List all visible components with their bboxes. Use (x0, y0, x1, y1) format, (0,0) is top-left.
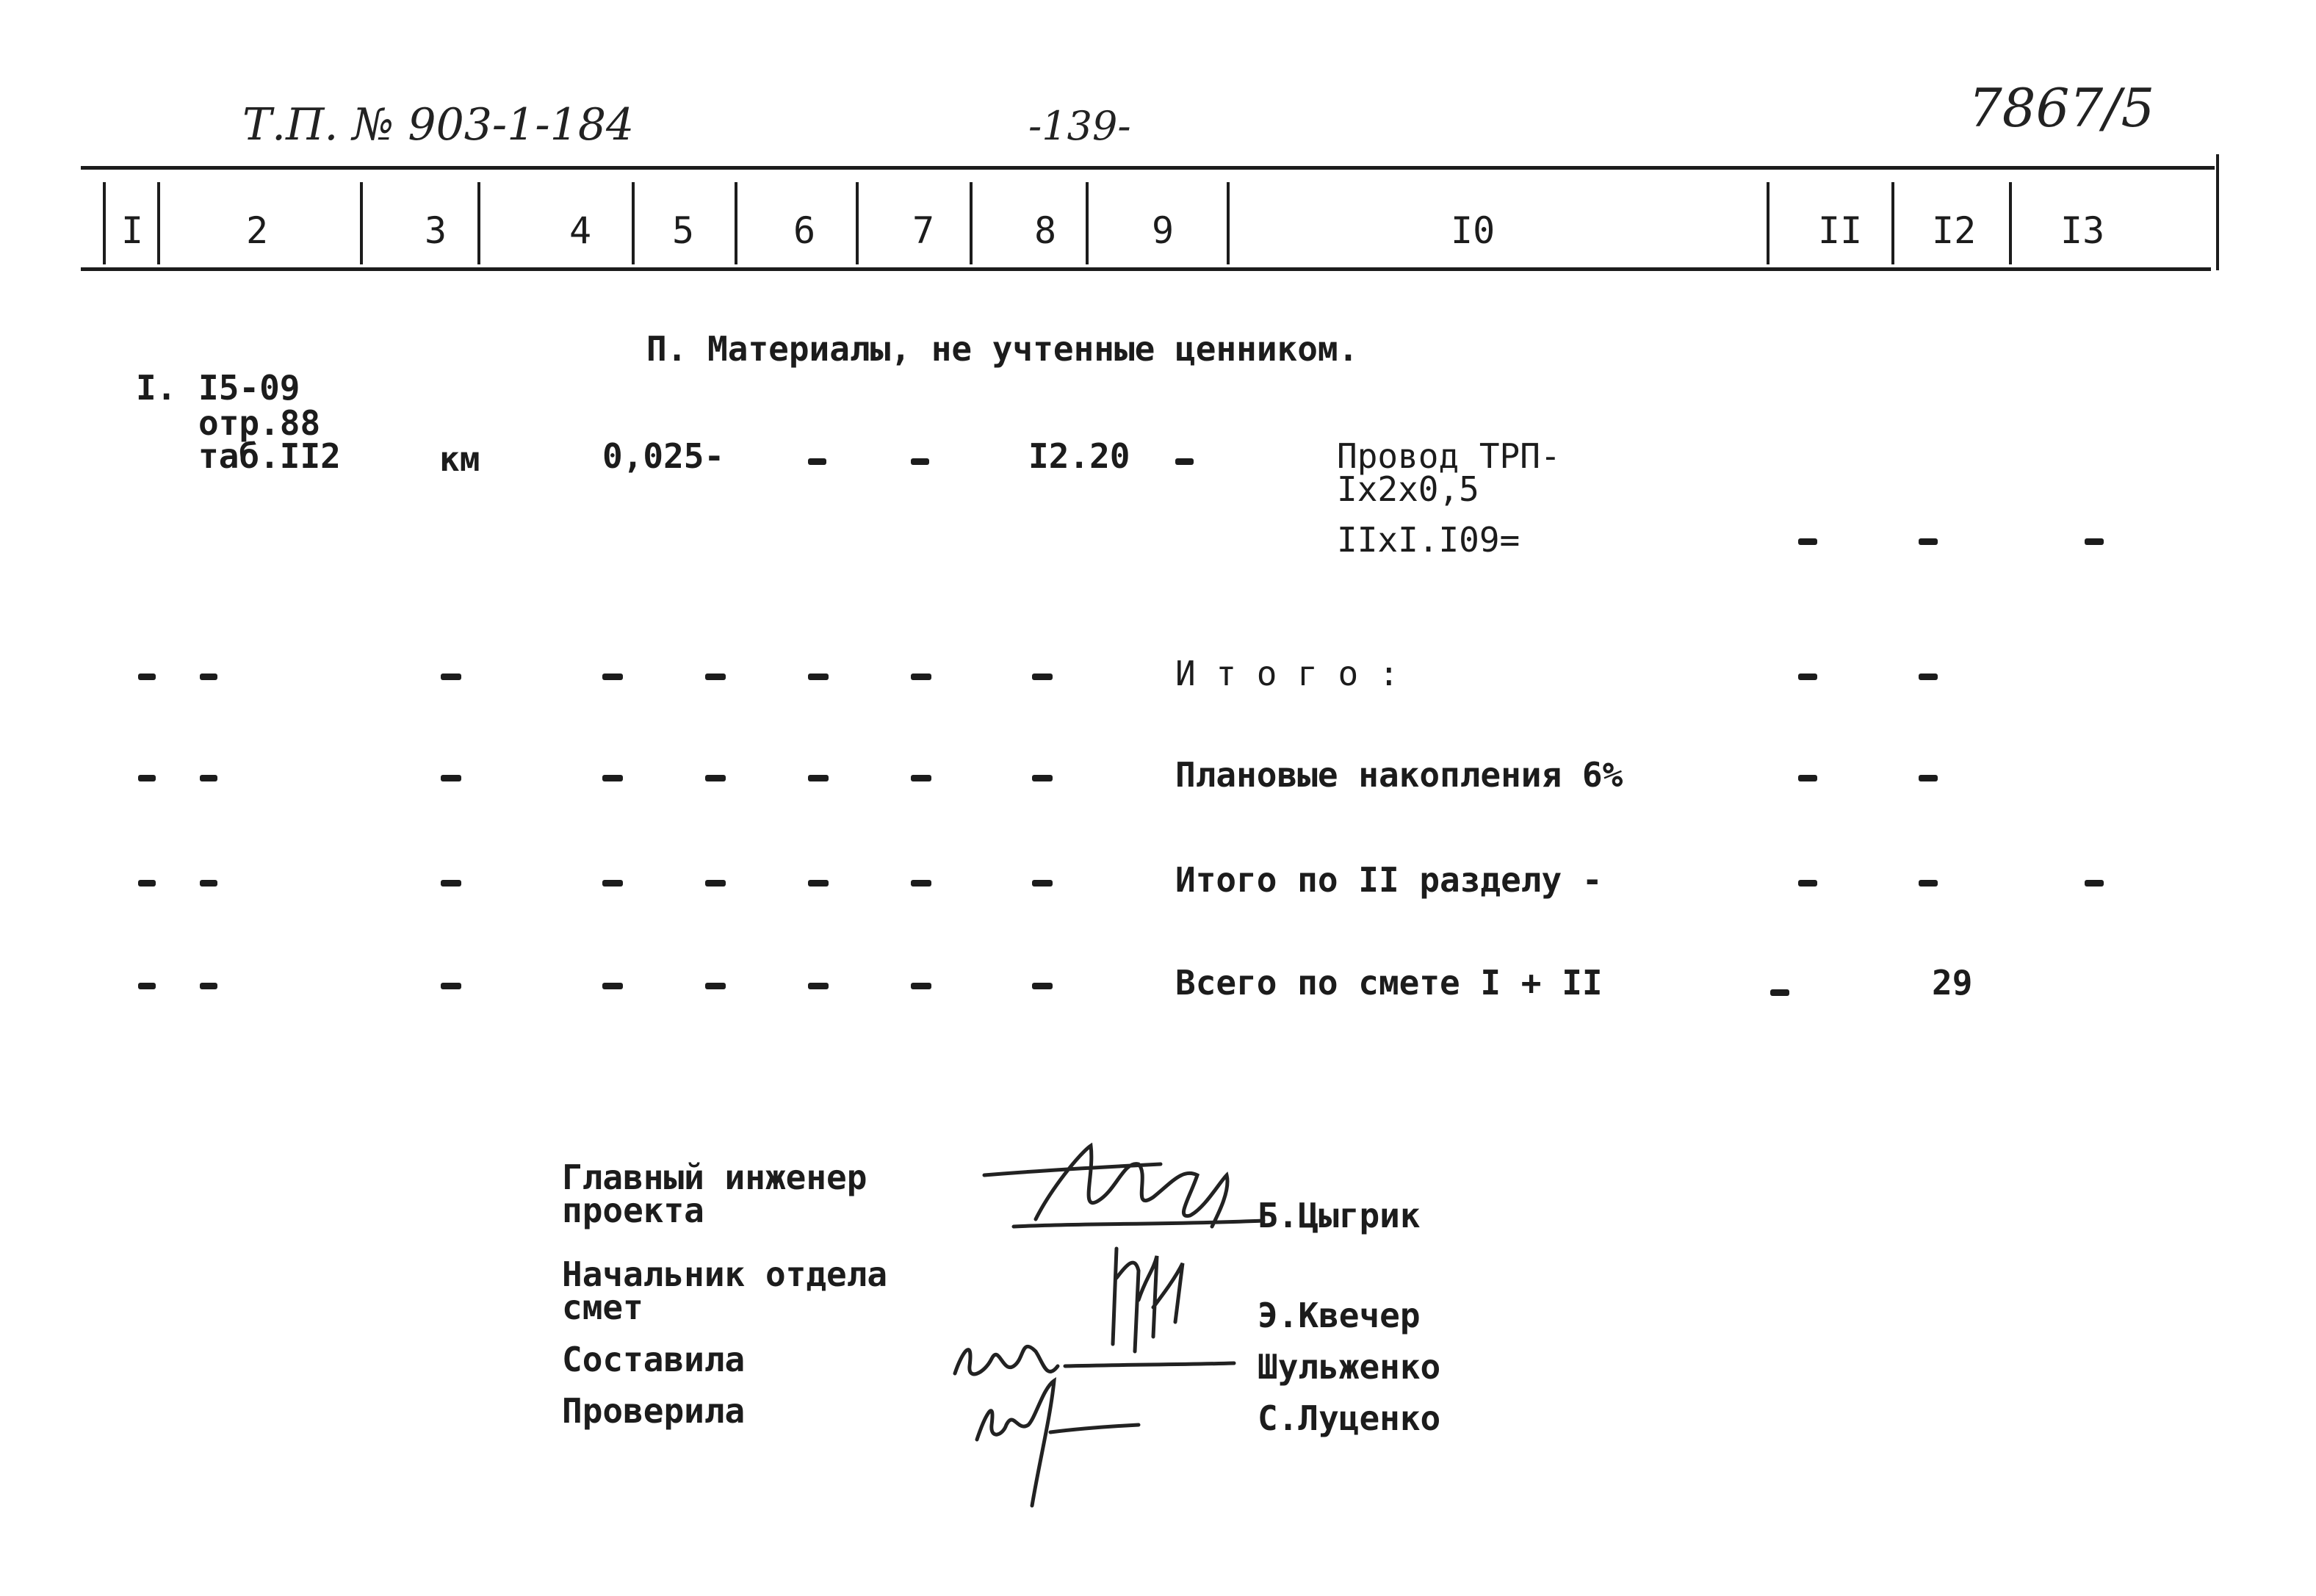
sheet-code: 7867/5 (1969, 77, 2155, 139)
item-col13-dash (2085, 538, 2104, 545)
column-header-7: 7 (912, 209, 935, 252)
item-unit: км (439, 439, 480, 479)
item-description-line-2: Iх2х0,5 (1337, 469, 1479, 509)
signature-name-1: Б.Цыгрик (1258, 1196, 1421, 1235)
page-number: -139- (1028, 103, 1131, 149)
column-header-5: 5 (672, 209, 695, 252)
item-formula: IIхI.I09= (1337, 520, 1520, 560)
item-col11-dash (1798, 538, 1817, 545)
item-col12-dash (1919, 538, 1938, 545)
column-header-11: II (1818, 209, 1863, 252)
column-header-6: 6 (793, 209, 816, 252)
item-price: I2.20 (1028, 436, 1130, 476)
item-reference-line-3: таб.II2 (198, 436, 341, 476)
signature-name-2: Э.Квечер (1258, 1296, 1421, 1335)
column-header-3: 3 (425, 209, 447, 252)
column-header-1: I (121, 209, 144, 252)
item-col7-dash (911, 458, 929, 465)
signature-role-head-of-estimates-2: смет (562, 1288, 643, 1327)
column-header-10: I0 (1451, 209, 1496, 252)
signature-role-chief-engineer-2: проекта (562, 1191, 704, 1230)
item-description-line-1: Провод ТРП- (1337, 436, 1561, 476)
handwritten-signature-4 (962, 1373, 1153, 1516)
item-reference-line-2: отр.88 (198, 403, 321, 443)
table-bottom-rule (81, 267, 2211, 271)
column-header-13: I3 (2060, 209, 2105, 252)
project-number: Т.П. № 903-1-184 (242, 99, 635, 151)
item-col6-dash (808, 458, 826, 465)
summary-section-total-label: Итого по II разделу - (1175, 860, 1603, 900)
section-title: П. Материалы, не учтенные ценником. (646, 329, 1359, 369)
item-col9-dash (1175, 458, 1194, 465)
signature-role-compiled-by: Составила (562, 1340, 746, 1379)
summary-planned-label: Плановые накопления 6% (1175, 755, 1623, 795)
signature-role-checked-by: Проверила (562, 1391, 746, 1431)
column-header-8: 8 (1034, 209, 1057, 252)
signature-role-chief-engineer-1: Главный инженер (562, 1158, 867, 1197)
signature-name-4: С.Луценко (1258, 1398, 1441, 1438)
item-quantity: 0,025- (602, 436, 725, 476)
column-header-4: 4 (569, 209, 592, 252)
summary-total-label: И т о г о : (1175, 654, 1399, 693)
summary-grand-total-label: Всего по смете I + II (1175, 963, 1603, 1003)
summary-grand-total-value: 29 (1932, 963, 1973, 1003)
table-top-rule (81, 166, 2215, 170)
item-number: I. (136, 368, 177, 408)
signature-name-3: Шульженко (1258, 1347, 1441, 1387)
column-header-12: I2 (1932, 209, 1977, 252)
item-reference-line-1: I5-09 (198, 368, 300, 408)
column-header-9: 9 (1152, 209, 1175, 252)
column-header-2: 2 (246, 209, 269, 252)
signature-role-head-of-estimates-1: Начальник отдела (562, 1254, 888, 1294)
